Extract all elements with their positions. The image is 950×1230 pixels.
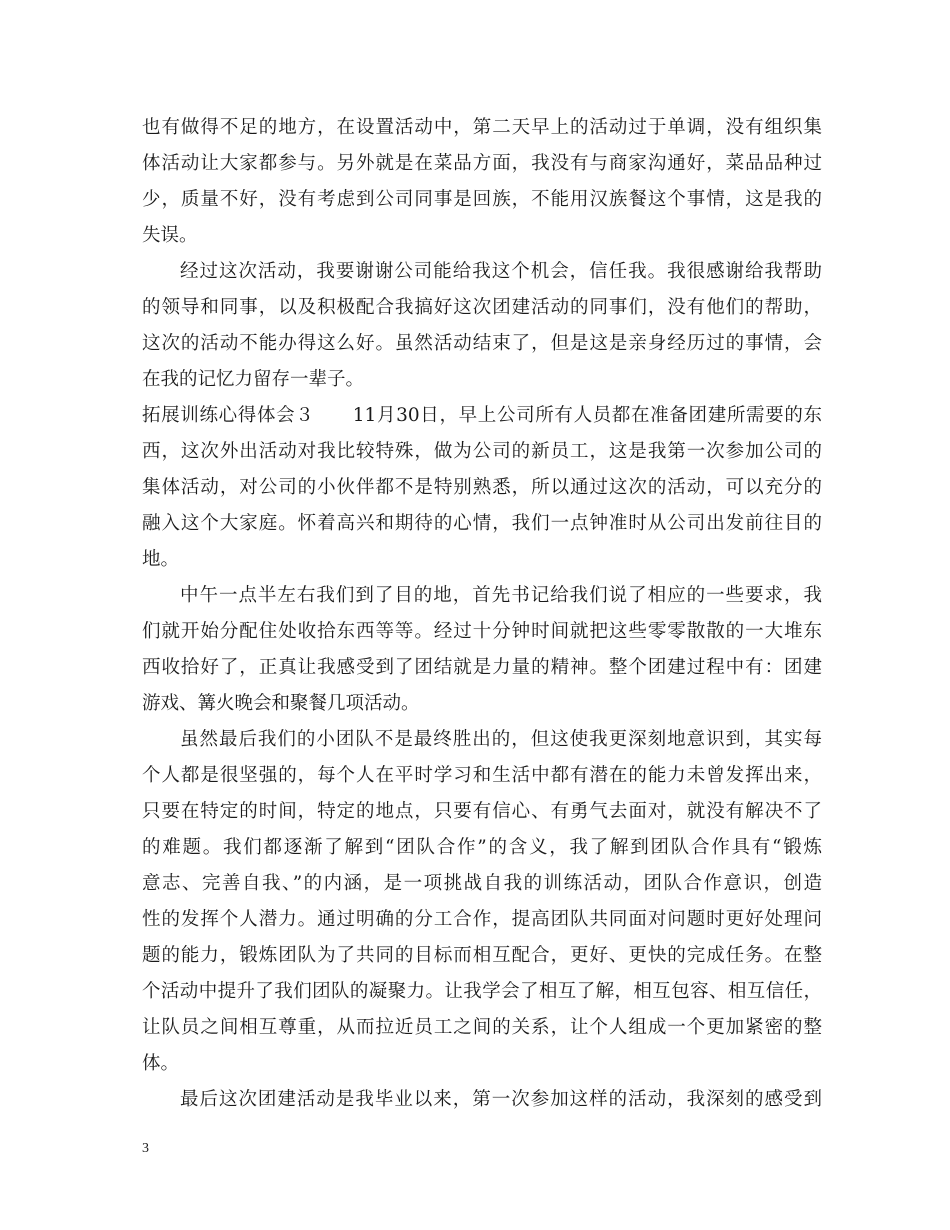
paragraph-first-line: 经过这次活动，我要谢谢公司能给我这个机会，信任我。我很感谢给我帮助 <box>180 261 822 282</box>
text-line: 少，质量不好，没有考虑到公司同事是回族，不能用汉族餐这个事情，这是我的 <box>142 189 822 210</box>
paragraph-first-line: 最后这次团建活动是我毕业以来，第一次参加这样的活动，我深刻的感受到 <box>180 1089 822 1110</box>
text-line: 体活动让大家都参与。另外就是在菜品方面，我没有与商家沟通好，菜品品种过 <box>142 153 822 174</box>
text-line: 西，这次外出活动对我比较特殊，做为公司的新员工，这是我第一次参加公司的 <box>142 441 822 462</box>
text-line: 意志、完善自我、”的内涵，是一项挑战自我的训练活动，团队合作意识，创造 <box>142 873 822 894</box>
paragraph-first-line: 中午一点半左右我们到了目的地，首先书记给我们说了相应的一些要求，我 <box>180 585 822 606</box>
text-line: 题的能力，锻炼团队为了共同的目标而相互配合，更好、更快的完成任务。在整 <box>142 945 822 966</box>
text-line: 融入这个大家庭。怀着高兴和期待的心情，我们一点钟准时从公司出发前往目的 <box>142 513 822 534</box>
text-line: 游戏、篝火晚会和聚餐几项活动。 <box>142 693 420 714</box>
section-heading-line: 拓展训练心得体会３ 11月30日，早上公司所有人员都在准备团建所需要的东 <box>142 405 822 426</box>
text-line: 的难题。我们都逐渐了解到“团队合作”的含义，我了解到团队合作具有“锻炼 <box>142 837 822 858</box>
text-line: 只要在特定的时间，特定的地点，只要有信心、有勇气去面对，就没有解决不了 <box>142 801 822 822</box>
text-line: 个活动中提升了我们团队的凝聚力。让我学会了相互了解，相互包容、相互信任， <box>142 981 822 1002</box>
text-line: 这次的活动不能办得这么好。虽然活动结束了，但是这是亲身经历过的事情，会 <box>142 333 822 354</box>
page-number: 3 <box>142 1141 149 1156</box>
text-line: 体。 <box>142 1053 180 1074</box>
text-line: 西收拾好了，正真让我感受到了团结就是力量的精神。整个团建过程中有：团建 <box>142 657 822 678</box>
text-line: 性的发挥个人潜力。通过明确的分工合作，提高团队共同面对问题时更好处理问 <box>142 909 822 930</box>
text-line: 在我的记忆力留存一辈子。 <box>142 369 365 390</box>
text-line: 集体活动，对公司的小伙伴都不是特别熟悉，所以通过这次的活动，可以充分的 <box>142 477 822 498</box>
text-line: 们就开始分配住处收拾东西等等。经过十分钟时间就把这些零零散散的一大堆东 <box>142 621 822 642</box>
paragraph-first-line: 虽然最后我们的小团队不是最终胜出的，但这使我更深刻地意识到，其实每 <box>180 729 822 750</box>
text-line: 让队员之间相互尊重，从而拉近员工之间的关系，让个人组成一个更加紧密的整 <box>142 1017 822 1038</box>
text-line: 地。 <box>142 549 180 570</box>
text-line: 失误。 <box>142 225 198 246</box>
text-line: 的领导和同事，以及积极配合我搞好这次团建活动的同事们，没有他们的帮助， <box>142 297 822 318</box>
text-line: 个人都是很坚强的，每个人在平时学习和生活中都有潜在的能力未曾发挥出来， <box>142 765 822 786</box>
text-line: 也有做得不足的地方，在设置活动中，第二天早上的活动过于单调，没有组织集 <box>142 117 822 138</box>
